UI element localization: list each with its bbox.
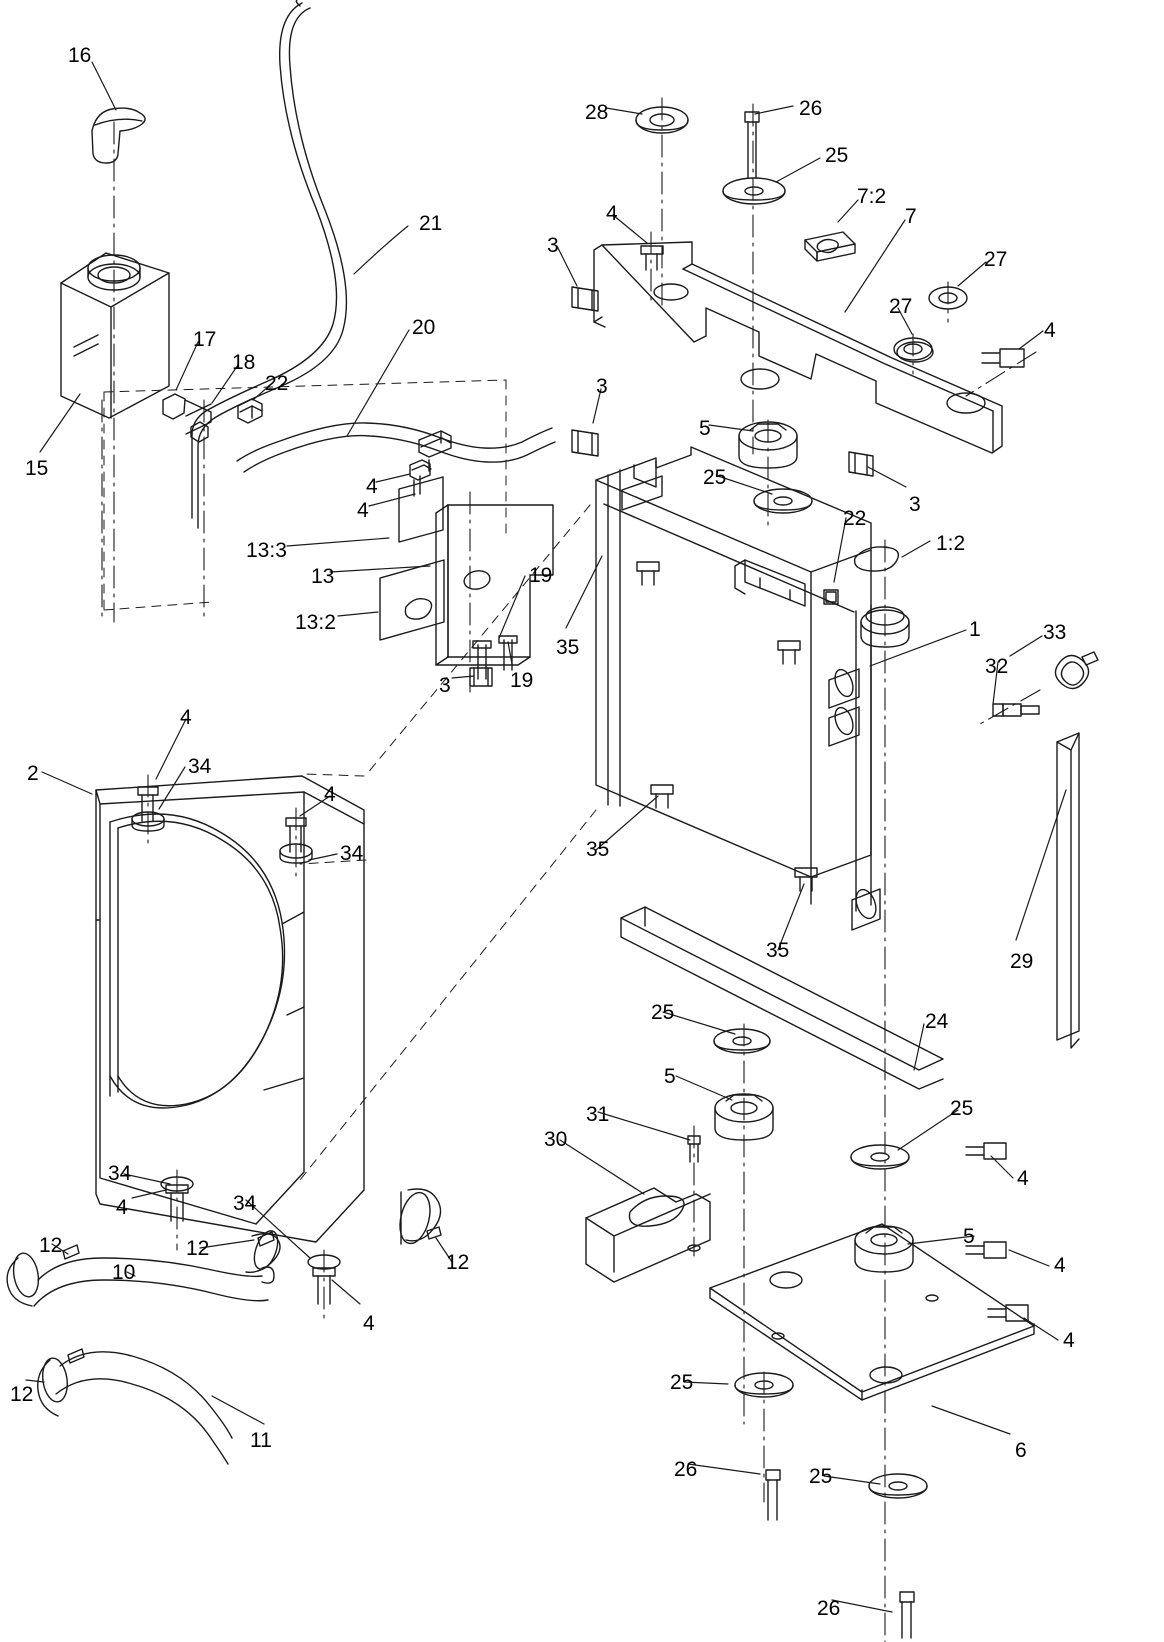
callout-4-k: 4 — [363, 1312, 375, 1335]
callout-4-d: 4 — [357, 499, 369, 522]
callout-35-c: 35 — [766, 939, 790, 962]
callout-2: 2 — [27, 762, 39, 785]
part-fan-shroud-2 — [96, 776, 364, 1304]
callout-15: 15 — [25, 457, 49, 480]
callout-35-b: 35 — [586, 838, 610, 861]
part-lower-fasteners — [714, 1029, 1028, 1638]
callout-35-a: 35 — [556, 636, 580, 659]
callout-28: 28 — [585, 101, 609, 124]
callout-17: 17 — [193, 328, 217, 351]
callout-21: 21 — [419, 212, 443, 235]
callout-26-b: 26 — [674, 1458, 698, 1481]
callout-34-d: 34 — [233, 1192, 257, 1215]
callout-25-f: 25 — [809, 1465, 833, 1488]
callout-32: 32 — [985, 655, 1009, 678]
callout-13-3: 13:3 — [246, 539, 287, 562]
part-bar-24 — [621, 907, 943, 1089]
callout-6: 6 — [1015, 1439, 1027, 1462]
part-upper-bracket-7 — [594, 232, 1024, 453]
part-brace-29 — [1057, 733, 1079, 1048]
callout-31: 31 — [586, 1103, 610, 1126]
callout-13: 13 — [311, 565, 335, 588]
part-plate-30 — [586, 1136, 710, 1282]
callout-3-b: 3 — [596, 375, 608, 398]
callout-4-e: 4 — [180, 706, 192, 729]
callout-5-c: 5 — [963, 1225, 975, 1248]
callout-25-b: 25 — [703, 466, 727, 489]
callout-29: 29 — [1010, 950, 1034, 973]
part-washer-25-b — [754, 489, 812, 513]
callout-25-e: 25 — [670, 1371, 694, 1394]
callout-22-b: 22 — [843, 507, 867, 530]
callout-25-d: 25 — [950, 1097, 974, 1120]
callout-3-c: 3 — [909, 493, 921, 516]
callout-26-top: 26 — [799, 97, 823, 120]
callout-25-c: 25 — [651, 1001, 675, 1024]
callout-7-2: 7:2 — [857, 185, 887, 208]
callout-19-b: 19 — [510, 669, 534, 692]
callout-4-h: 4 — [116, 1196, 128, 1219]
callout-12-c: 12 — [446, 1251, 470, 1274]
callout-4-b: 4 — [1044, 319, 1056, 342]
callout-4-f: 4 — [324, 783, 336, 806]
callout-4-i: 4 — [1054, 1254, 1066, 1277]
callout-3-a: 3 — [547, 234, 559, 257]
callout-4-a: 4 — [606, 202, 618, 225]
callout-4-j: 4 — [1063, 1329, 1075, 1352]
callout-25-a: 25 — [825, 144, 849, 167]
callout-10: 10 — [112, 1261, 136, 1284]
callout-20: 20 — [412, 316, 436, 339]
callout-27-a: 27 — [984, 248, 1008, 271]
callout-34-b: 34 — [340, 842, 364, 865]
callout-12-e: 12 — [10, 1383, 34, 1406]
callout-26-c: 26 — [817, 1597, 841, 1620]
callout-1: 1 — [969, 618, 981, 641]
callout-34-a: 34 — [188, 755, 212, 778]
callout-7: 7 — [905, 205, 917, 228]
callout-18: 18 — [232, 351, 256, 374]
callout-12-b: 12 — [186, 1237, 210, 1260]
callout-27-b: 27 — [889, 295, 913, 318]
callout-34-c: 34 — [108, 1162, 132, 1185]
callout-1-2: 1:2 — [936, 532, 966, 555]
callout-5-a: 5 — [699, 417, 711, 440]
callout-13-2: 13:2 — [295, 611, 336, 634]
callout-16: 16 — [68, 44, 92, 67]
callout-12-a: 12 — [39, 1234, 63, 1257]
part-top-fasteners — [636, 107, 785, 204]
part-bracket-13 — [380, 460, 553, 686]
callout-3-d: 3 — [439, 674, 451, 697]
callout-30: 30 — [544, 1128, 568, 1151]
part-hoses-21-20 — [192, 0, 555, 528]
callout-22-a: 22 — [265, 372, 289, 395]
construction-lines — [104, 380, 596, 1180]
callout-4-c: 4 — [366, 475, 378, 498]
center-axis-lines — [102, 98, 1040, 1642]
callout-5-b: 5 — [664, 1065, 676, 1088]
callout-11: 11 — [250, 1429, 272, 1452]
callout-19-a: 19 — [529, 564, 553, 587]
part-hoses-10-11 — [7, 1189, 441, 1464]
part-overflow-bottle-group — [61, 108, 262, 442]
callout-33: 33 — [1043, 621, 1067, 644]
callout-24: 24 — [925, 1010, 949, 1033]
callout-4-g: 4 — [1017, 1167, 1029, 1190]
